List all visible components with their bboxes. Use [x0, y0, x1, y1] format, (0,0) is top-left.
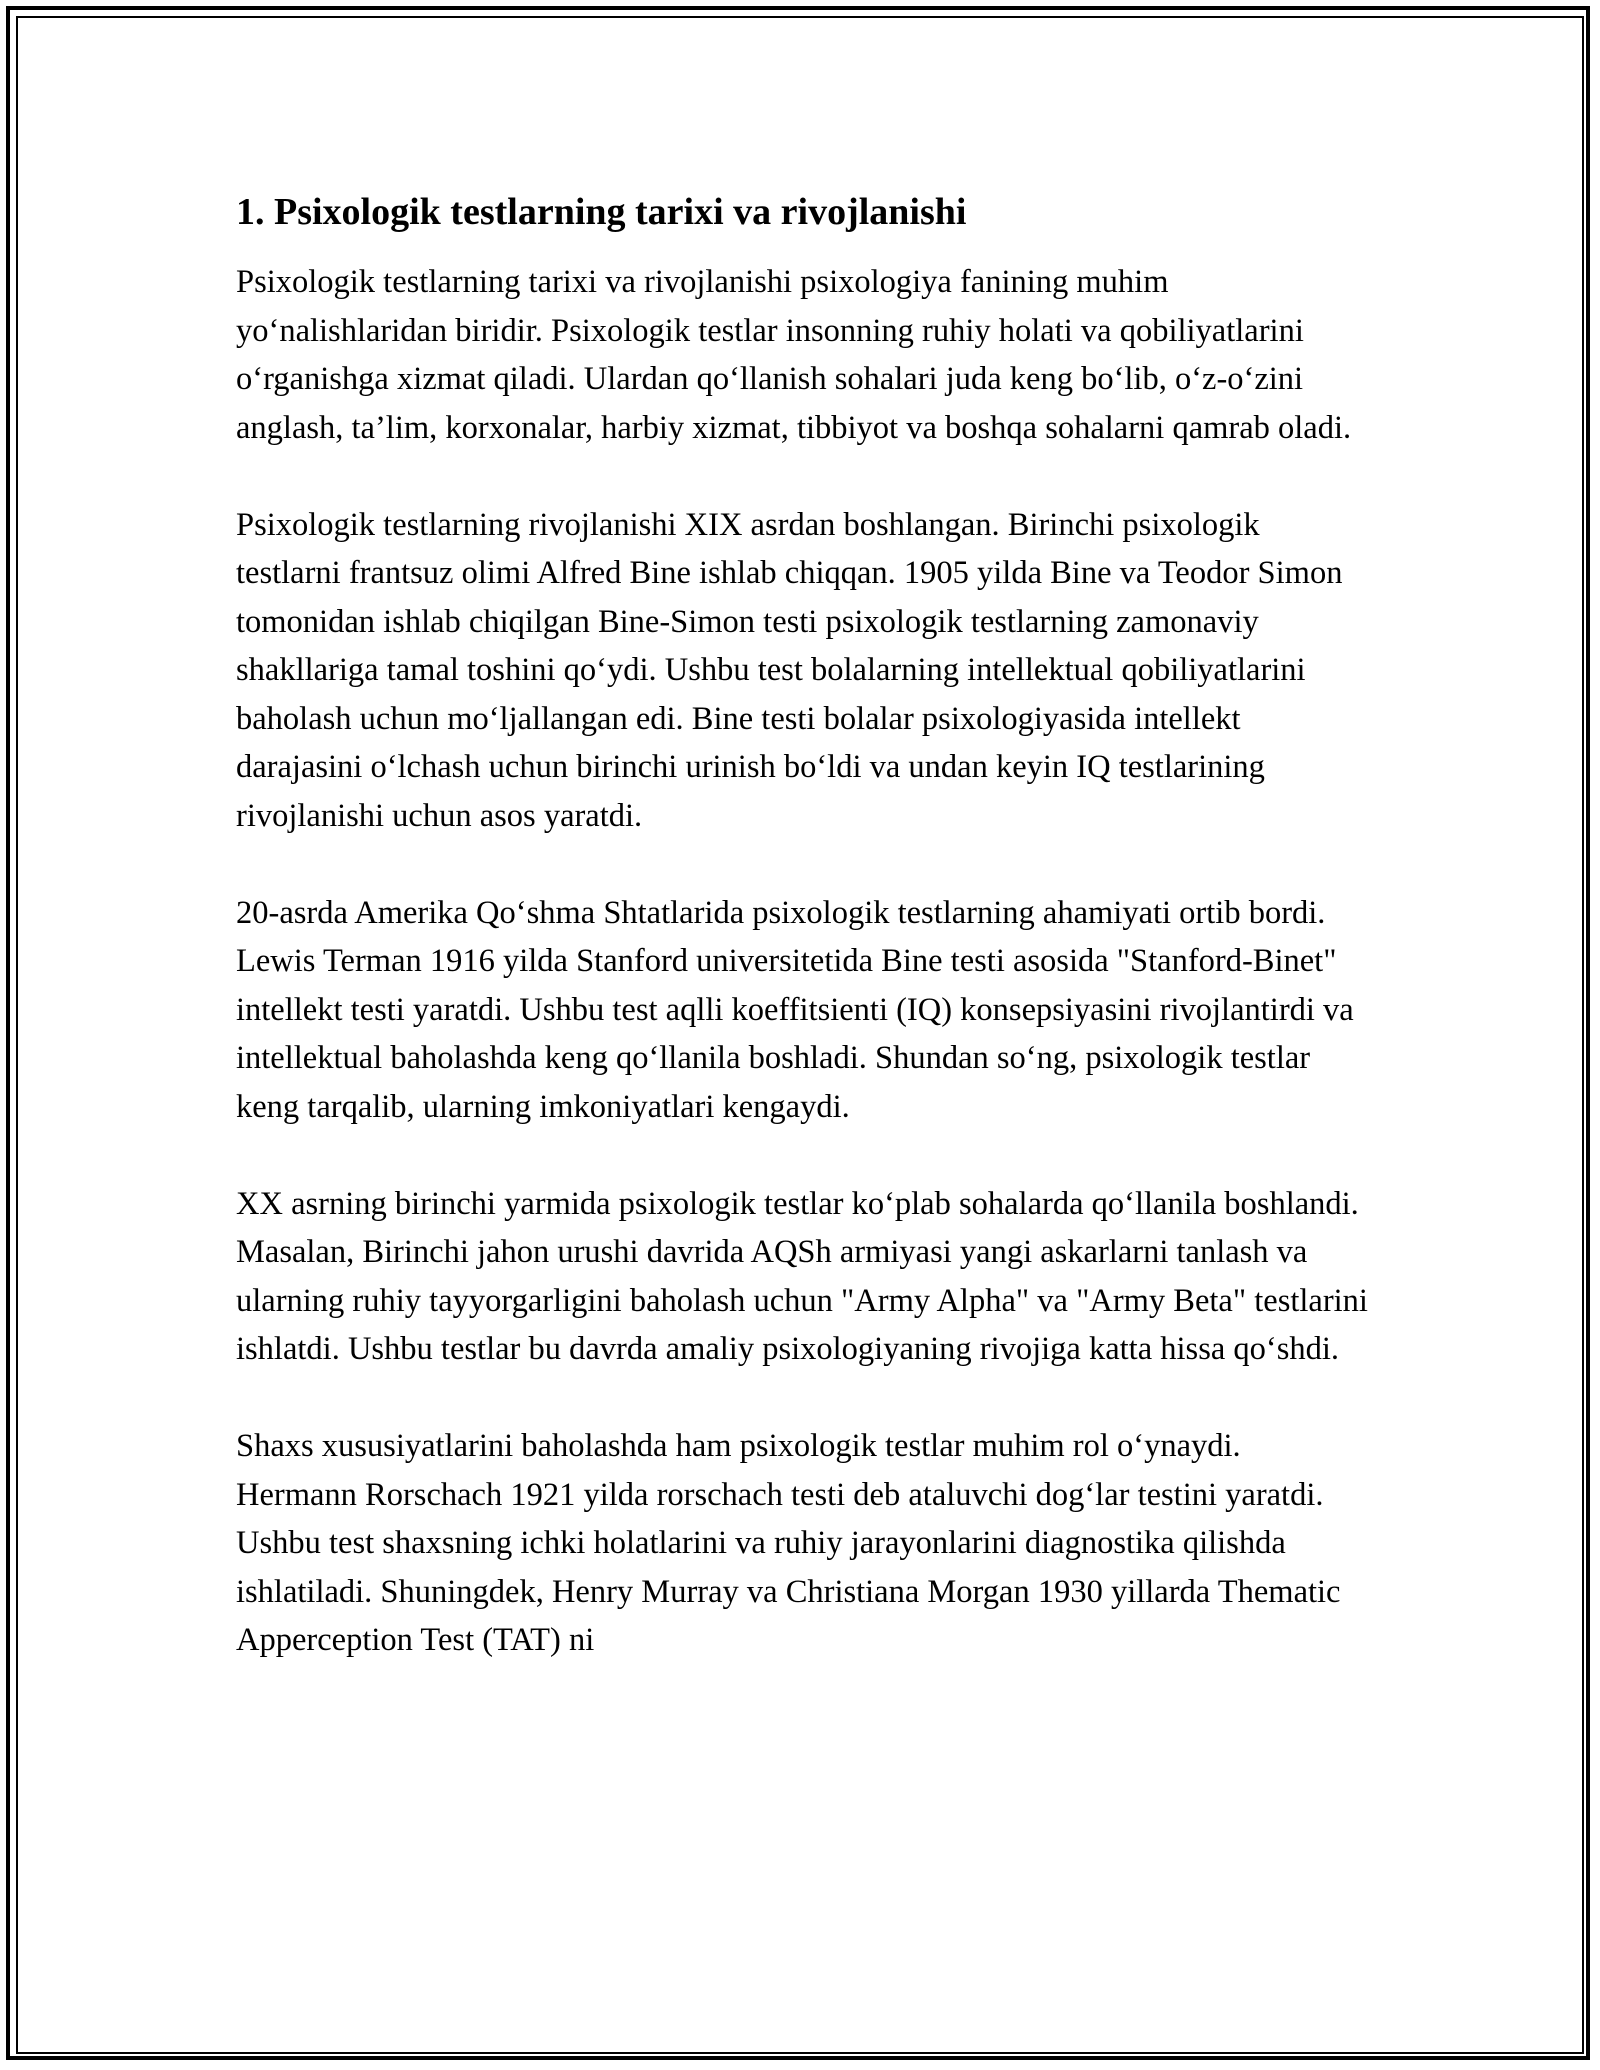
document-body [236, 188, 1368, 1713]
paragraph-intro: Psixologik testlarning tarixi va rivojlanishi psixologiya fanining muhim yo‘nalishlaridan biridir. Psixologik testlar insonning ruhiy holati va qobiliyatlarini o‘rganishga xizmat qiladi. Ulardan qo‘llanish sohalari juda keng bo‘lib, o‘z-o‘zini anglash, ta’lim, korxonalar, harbiy xizmat, tibbiyot va boshqa sohalarni qamrab oladi. [236, 264, 1352, 446]
paragraph-rorschach: Shaxs xususiyatlarini baholashda ham psixologik testlar muhim rol o‘ynaydi. Hermann Rorschach 1921 yilda rorschach testi deb ataluvchi dog‘lar testini yaratdi. Ushbu test shaxsning ichki holatlarini va ruhiy jarayonlarini diagnostika qilishda ishlatiladi. Shuningdek, Henry Murray va Christiana Morgan 1930 yillarda Thematic Apperception Test (TAT) ni [236, 1428, 1341, 1658]
paragraph-terman: 20-asrda Amerika Qo‘shma Shtatlarida psixologik testlarning ahamiyati ortib bordi. Lewis Terman 1916 yilda Stanford universitetida Bine testi asosida "Stanford-Binet" intellekt testi yaratdi. Ushbu test aqlli koeffitsienti (IQ) konsepsiyasini rivojlantirdi va intellektual baholashda keng qo‘llanila boshladi. Shundan so‘ng, psixologik testlar keng tarqalib, ularning imkoniyatlari kengaydi. [236, 894, 1354, 1125]
section-heading: 1. Psixologik testlarning tarixi va rivojlanishi [236, 191, 967, 233]
paragraph-army: XX asrning birinchi yarmida psixologik testlar ko‘plab sohalarda qo‘llanila boshlandi. Masalan, Birinchi jahon urushi davrida AQSh armiyasi yangi askarlarni tanlash va ularning ruhiy tayyorgarligini baholash uchun "Army Alpha" va "Army Beta" testlarini ishlatdi. Ushbu testlar bu davrda amaliy psixologiyaning rivojiga katta hissa qo‘shdi. [236, 1185, 1368, 1367]
paragraph-bine: Psixologik testlarning rivojlanishi XIX asrdan boshlangan. Birinchi psixologik testlarni frantsuz olimi Alfred Bine ishlab chiqqan. 1905 yilda Bine va Teodor Simon tomonidan ishlab chiqilgan Bine-Simon testi psixologik testlarning zamonaviy shakllariga tamal toshini qo‘ydi. Ushbu test bolalarning intellektual qobiliyatlarini baholash uchun mo‘ljallangan edi. Bine testi bolalar psixologiyasida intellekt darajasini o‘lchash uchun birinchi urinish bo‘ldi va undan keyin IQ testlarining rivojlanishi uchun asos yaratdi. [236, 506, 1343, 834]
